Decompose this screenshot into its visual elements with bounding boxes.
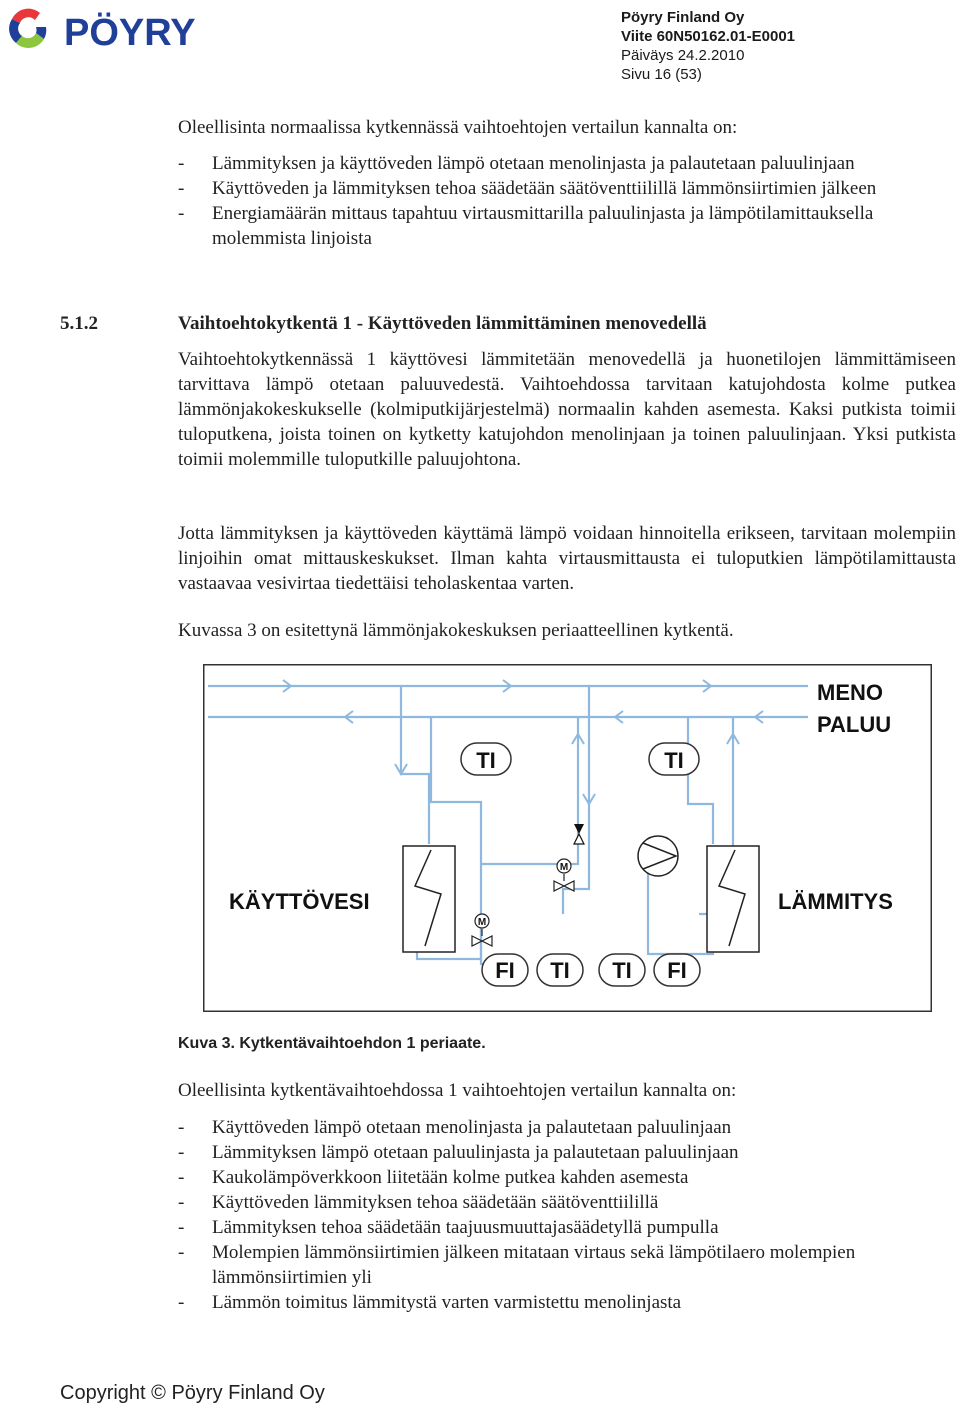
ti-sensor-3 <box>537 954 583 986</box>
list-item: - Lämmityksen lämpö otetaan paluulinjasta ja palautetaan paluulinjaan <box>178 1140 958 1165</box>
company-name: Pöyry Finland Oy <box>621 9 745 26</box>
list-item: - Lämmityksen ja käyttöveden lämpö otetaan menolinjasta ja palautetaan paluulinjaan <box>178 151 958 176</box>
label-kayttovesi: KÄYTTÖVESI <box>229 889 370 914</box>
label-lammitys: LÄMMITYS <box>778 889 893 914</box>
section-number: 5.1.2 <box>60 313 98 334</box>
list-item: - Lämmityksen tehoa säädetään taajuusmuuttajasäädetyllä pumpulla <box>178 1215 958 1240</box>
summary-heading: Oleellisinta kytkentävaihtoehdossa 1 vaihtoehtojen vertailun kannalta on: <box>178 1080 737 1101</box>
list-item: - Energiamäärän mittaus tapahtuu virtausmittarilla paluulinjasta ja lämpötilamittauksella molemmista linjoista <box>178 201 958 251</box>
list-item: - Käyttöveden ja lämmityksen tehoa säädetään säätöventtiilillä lämmönsiirtimien jälkeen <box>178 176 958 201</box>
label-paluu: PALUU <box>817 712 892 737</box>
poyry-logo <box>4 5 244 53</box>
logo-mark-icon <box>9 9 46 48</box>
ti-sensor-left <box>461 743 511 775</box>
connection-diagram <box>203 664 932 1012</box>
logo-text: PÖYRY <box>64 12 196 53</box>
label-meno: MENO <box>817 680 883 705</box>
summary-list <box>178 1115 958 1315</box>
list-item: - Lämmön toimitus lämmitystä varten varmistettu menolinjasta <box>178 1290 958 1315</box>
section-title: Vaihtoehtokytkentä 1 - Käyttöveden lämmittäminen menovedellä <box>178 313 707 334</box>
motor-label: M <box>559 862 569 873</box>
list-item: - Käyttöveden lämmityksen tehoa säädetään säätöventtiilillä <box>178 1190 958 1215</box>
figure-caption: Kuva 3. Kytkentävaihtoehdon 1 periaate. <box>178 1035 486 1052</box>
ti-label: TI <box>612 958 632 983</box>
ti-label: TI <box>550 958 570 983</box>
pump-icon <box>638 836 678 876</box>
list-item: - Molempien lämmönsiirtimien jälkeen mitataan virtaus sekä lämpötilaero molempien lämmönsiirtimien yli <box>178 1240 958 1290</box>
fi-sensor-2 <box>654 954 700 986</box>
intro-heading: Oleellisinta normaalissa kytkennässä vaihtoehtojen vertailun kannalta on: <box>178 117 738 138</box>
heat-exchanger-right <box>707 846 759 952</box>
list-item: - Käyttöveden lämpö otetaan menolinjasta ja palautetaan paluulinjaan <box>178 1115 958 1140</box>
paragraph-1: Vaihtoehtokytkennässä 1 käyttövesi lämmitetään menovedellä ja huonetilojen lämmittämiseen tarvittava lämpö otetaan paluuvedestä. Vaihtoehdossa tarvitaan katujohdosta kolme putkea lämmönjakokeskukselle (kolmiputkijärjestelmä) normaalin kahden asemesta. Kaksi putkista toimii tuloputkena, joista toinen on kytketty katujohdon menolinjaan ja toinen paluulinjaan. Yksi putkista toimii molemmille tuloputkille paluujohtona. <box>178 349 956 470</box>
fi-sensor-1 <box>482 954 528 986</box>
list-item: - Kaukolämpöverkkoon liitetään kolme putkea kahden asemesta <box>178 1165 958 1190</box>
header-info <box>621 8 795 84</box>
fi-label: FI <box>667 958 687 983</box>
paragraph-2: Jotta lämmityksen ja käyttöveden käyttämä lämpö voidaan hinnoitella erikseen, tarvitaan molempiin linjoihin omat mittauskeskukset. Ilman kahta virtausmittausta ei tuloputkien lämpötilamittausta vastaavaa vesivirtaa tiedettäisi teholaskentaa varten. <box>178 523 956 594</box>
heat-exchanger-left <box>403 846 455 952</box>
ti-label: TI <box>476 748 496 773</box>
ti-label: TI <box>664 748 684 773</box>
fi-label: FI <box>495 958 515 983</box>
reference-number: Viite 60N50162.01-E0001 <box>621 28 796 45</box>
intro-list <box>178 151 958 251</box>
document-date: Päiväys 24.2.2010 <box>621 47 745 64</box>
ti-sensor-4 <box>599 954 645 986</box>
paragraph-3: Kuvassa 3 on esitettynä lämmönjakokeskuksen periaatteellinen kytkentä. <box>178 620 734 641</box>
page-number: Sivu 16 (53) <box>621 66 702 83</box>
motor-label: M <box>477 917 487 928</box>
footer-copyright: Copyright © Pöyry Finland Oy <box>60 1382 325 1404</box>
ti-sensor-right <box>649 743 699 775</box>
